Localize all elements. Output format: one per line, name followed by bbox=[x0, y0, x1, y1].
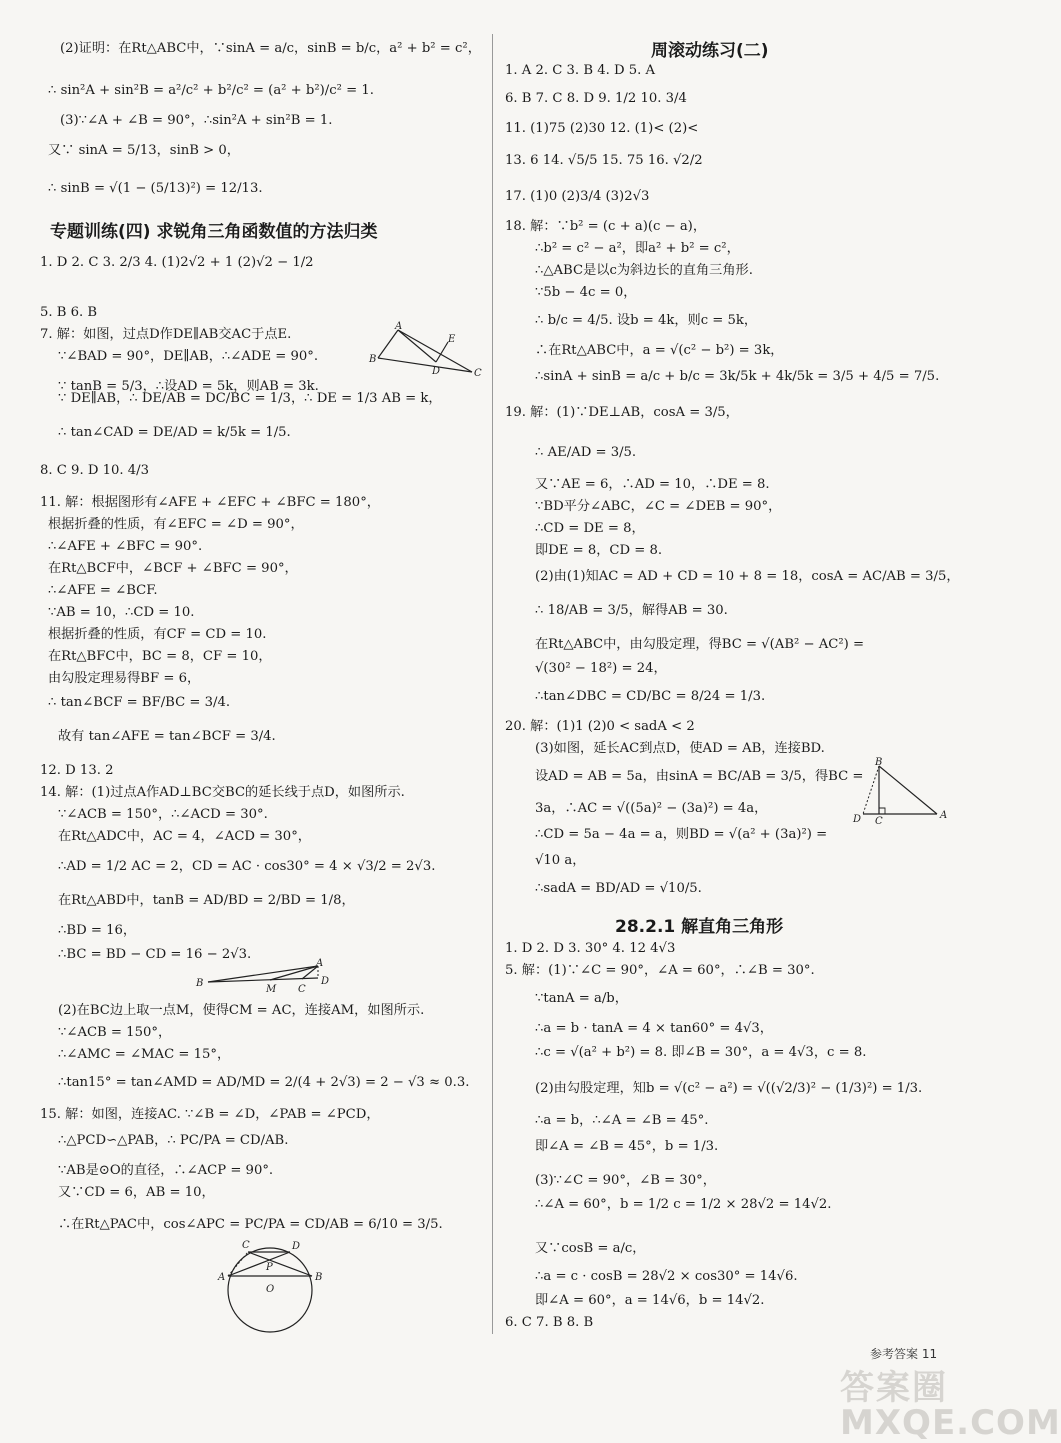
text-line: ∴BC = BD − CD = 16 − 2√3. bbox=[58, 947, 252, 962]
text-line: ∵ tanB = 5/3，∴设AD = 5k，则AB = 3k. bbox=[58, 379, 319, 394]
text-line: ∵5b − 4c = 0， bbox=[535, 285, 637, 300]
figure-label: E bbox=[448, 334, 456, 345]
text-line: ∴ 18/AB = 3/5，解得AB = 30. bbox=[535, 603, 728, 618]
text-line: 在Rt△ADC中，AC = 4，∠ACD = 30°， bbox=[58, 829, 311, 844]
text-line: ∴△PCD∽△PAB，∴ PC/PA = CD/AB. bbox=[58, 1133, 289, 1148]
text-line: (2)证明：在Rt△ABC中，∵sinA = a/c，sinB = b/c，a² + b² = c²， bbox=[60, 41, 481, 56]
figure-label: C bbox=[298, 984, 306, 995]
text-line: (2)在BC边上取一点M，使得CM = AC，连接AM，如图所示. bbox=[58, 1003, 425, 1018]
text-line: ∵∠ACB = 150°， bbox=[58, 1025, 172, 1040]
figure-label: A bbox=[218, 1272, 226, 1283]
text-line: ∴BD = 16， bbox=[58, 923, 137, 938]
figure-label: D bbox=[853, 814, 862, 825]
answer-line: 17. (1)0 (2)3/4 (3)2√3 bbox=[505, 189, 650, 204]
text-line: ∴c = √(a² + b²) = 8. 即∠B = 30°，a = 4√3，c = 8. bbox=[535, 1045, 867, 1060]
text-line: ∴tan15° = tan∠AMD = AD/MD = 2/(4 + 2√3) = 2 − √3 ≈ 0.3. bbox=[58, 1075, 470, 1090]
answer-line: 5. B 6. B bbox=[40, 305, 98, 320]
text-line: √10 a， bbox=[535, 853, 586, 868]
figure-label: O bbox=[266, 1284, 275, 1295]
figure-label: D bbox=[432, 366, 441, 377]
answer-line: 12. D 13. 2 bbox=[40, 763, 114, 778]
figure-label: D bbox=[321, 976, 330, 987]
figure-label: A bbox=[940, 810, 948, 821]
section-heading: 周滚动练习(二) bbox=[651, 41, 769, 61]
text-line: ∵∠BAD = 90°，DE∥AB，∴∠ADE = 90°. bbox=[58, 349, 319, 364]
figure-label: C bbox=[875, 816, 883, 827]
text-line: 18. 解：∵b² = (c + a)(c − a)， bbox=[505, 219, 707, 234]
text-line: ∴∠AFE = ∠BCF. bbox=[48, 583, 158, 598]
section-heading: 28.2.1 解直角三角形 bbox=[615, 917, 784, 937]
text-line: 在Rt△ABD中，tanB = AD/BD = 2/BD = 1/8， bbox=[58, 893, 355, 908]
text-line: ∴sinA + sinB = a/c + b/c = 3k/5k + 4k/5k = 3/5 + 4/5 = 7/5. bbox=[535, 369, 940, 384]
text-line: ∵AB = 10，∴CD = 10. bbox=[48, 605, 195, 620]
text-line: ∴a = b，∴∠A = ∠B = 45°. bbox=[535, 1113, 709, 1128]
text-line: 设AD = AB = 5a，由sinA = BC/AB = 3/5，得BC = bbox=[535, 769, 864, 784]
text-line: ∵BD平分∠ABC，∠C = ∠DEB = 90°， bbox=[535, 499, 782, 514]
answer-line: 1. D 2. D 3. 30° 4. 12 4√3 bbox=[505, 941, 676, 956]
figure-label: C bbox=[474, 368, 482, 379]
text-line: ∴ sin²A + sin²B = a²/c² + b²/c² = (a² + b²)/c² = 1. bbox=[48, 83, 374, 98]
text-line: ∴sadA = BD/AD = √10/5. bbox=[535, 881, 702, 896]
text-line: 在Rt△ABC中，由勾股定理，得BC = √(AB² − AC²) = bbox=[535, 637, 865, 652]
text-line: 由勾股定理易得BF = 6， bbox=[48, 671, 201, 686]
watermark-url: MXQE.COM bbox=[840, 1403, 1061, 1443]
figure-label: A bbox=[316, 958, 324, 969]
answer-line: 1. A 2. C 3. B 4. D 5. A bbox=[505, 63, 656, 78]
figure-label: B bbox=[315, 1272, 323, 1283]
section-heading: 专题训练(四) 求锐角三角函数值的方法归类 bbox=[50, 222, 378, 242]
text-line: ∴CD = 5a − 4a = a，则BD = √(a² + (3a)²) = bbox=[535, 827, 828, 842]
text-line: ∴AD = 1/2 AC = 2，CD = AC · cos30° = 4 × √3/2 = 2√3. bbox=[58, 859, 436, 874]
figure-label: M bbox=[266, 984, 277, 995]
figure-problem-7 bbox=[368, 321, 488, 379]
figure-label: C bbox=[242, 1240, 250, 1251]
text-line: 3a，∴AC = √((5a)² − (3a)²) = 4a， bbox=[535, 801, 768, 816]
watermark bbox=[840, 1360, 1061, 1443]
text-line: ∵AB是⊙O的直径，∴∠ACP = 90°. bbox=[58, 1163, 274, 1178]
text-line: 又∵ sinA = 5/13，sinB > 0， bbox=[48, 143, 240, 158]
figure-label: P bbox=[266, 1262, 273, 1273]
figure-label: B bbox=[369, 354, 377, 365]
text-line: √(30² − 18²) = 24， bbox=[535, 661, 667, 676]
text-line: (3)∵∠C = 90°，∠B = 30°， bbox=[535, 1173, 716, 1188]
watermark-text: 答案圈 bbox=[840, 1368, 948, 1408]
text-line: ∴CD = DE = 8， bbox=[535, 521, 645, 536]
text-line: 在Rt△BCF中，∠BCF + ∠BFC = 90°， bbox=[48, 561, 298, 576]
column-divider bbox=[492, 34, 493, 1334]
text-line: ∴ AE/AD = 3/5. bbox=[535, 445, 637, 460]
text-line: 即∠A = 60°，a = 14√6，b = 14√2. bbox=[535, 1293, 765, 1308]
text-line: 又∵AE = 6，∴AD = 10，∴DE = 8. bbox=[535, 477, 770, 492]
text-line: 根据折叠的性质，有∠EFC = ∠D = 90°， bbox=[48, 517, 304, 532]
text-line: 故有 tan∠AFE = tan∠BCF = 3/4. bbox=[58, 729, 276, 744]
text-line: ∴在Rt△PAC中，cos∠APC = PC/PA = CD/AB = 6/10 = 3/5. bbox=[58, 1217, 443, 1232]
answer-line: 8. C 9. D 10. 4/3 bbox=[40, 463, 149, 478]
text-line: ∴ sinB = √(1 − (5/13)²) = 12/13. bbox=[48, 181, 263, 196]
page-number: 参考答案 11 bbox=[870, 1347, 938, 1361]
text-line: 在Rt△BFC中，BC = 8，CF = 10， bbox=[48, 649, 272, 664]
text-line: 14. 解：(1)过点A作AD⊥BC交BC的延长线于点D，如图所示. bbox=[40, 785, 405, 800]
text-line: 根据折叠的性质，有CF = CD = 10. bbox=[48, 627, 267, 642]
figure-label: A bbox=[395, 321, 403, 332]
answer-line: 13. 6 14. √5/5 15. 75 16. √2/2 bbox=[505, 153, 703, 168]
answer-line: 11. (1)75 (2)30 12. (1)< (2)< bbox=[505, 121, 699, 136]
text-line: ∴ tan∠CAD = DE/AD = k/5k = 1/5. bbox=[58, 425, 291, 440]
text-line: 又∵cosB = a/c， bbox=[535, 1241, 646, 1256]
text-line: ∴ tan∠BCF = BF/BC = 3/4. bbox=[48, 695, 231, 710]
text-line: ∵∠ACB = 150°，∴∠ACD = 30°. bbox=[58, 807, 268, 822]
text-line: 15. 解：如图，连接AC. ∵∠B = ∠D，∠PAB = ∠PCD， bbox=[40, 1107, 380, 1122]
answer-line: 1. D 2. C 3. 2/3 4. (1)2√2 + 1 (2)√2 − 1/2 bbox=[40, 255, 314, 270]
figure-label: D bbox=[292, 1241, 301, 1252]
text-line: ∴∠A = 60°，b = 1/2 c = 1/2 × 28√2 = 14√2. bbox=[535, 1197, 832, 1212]
figure-problem-20 bbox=[845, 756, 955, 828]
text-line: 即DE = 8，CD = 8. bbox=[535, 543, 663, 558]
text-line: (2)由(1)知AC = AD + CD = 10 + 8 = 18，cosA = AC/AB = 3/5， bbox=[535, 569, 960, 584]
text-line: ∴∠AFE + ∠BFC = 90°. bbox=[48, 539, 203, 554]
text-line: ∵ DE∥AB，∴ DE/AB = DC/BC = 1/3，∴ DE = 1/3 AB = k， bbox=[58, 391, 442, 406]
text-line: 11. 解：根据图形有∠AFE + ∠EFC + ∠BFC = 180°， bbox=[40, 495, 380, 510]
figure-problem-15 bbox=[218, 1234, 328, 1342]
text-line: (2)由勾股定理，知b = √(c² − a²) = √((√2/3)² − (1/3)²) = 1/3. bbox=[535, 1081, 923, 1096]
text-line: ∵tanA = a/b， bbox=[535, 991, 628, 1006]
text-line: 5. 解：(1)∵∠C = 90°，∠A = 60°，∴∠B = 30°. bbox=[505, 963, 815, 978]
text-line: 即∠A = ∠B = 45°，b = 1/3. bbox=[535, 1139, 719, 1154]
text-line: (3)如图，延长AC到点D，使AD = AB，连接BD. bbox=[535, 741, 825, 756]
text-line: 20. 解：(1)1 (2)0 < sadA < 2 bbox=[505, 719, 695, 734]
text-line: (3)∵∠A + ∠B = 90°，∴sin²A + sin²B = 1. bbox=[60, 113, 333, 128]
figure-label: B bbox=[875, 757, 883, 768]
text-line: ∴△ABC是以c为斜边长的直角三角形. bbox=[535, 263, 753, 278]
text-line: ∴在Rt△ABC中，a = √(c² − b²) = 3k， bbox=[535, 343, 784, 358]
figure-problem-14 bbox=[190, 960, 340, 996]
text-line: ∴b² = c² − a²，即a² + b² = c²， bbox=[535, 241, 740, 256]
figure-label: B bbox=[196, 978, 204, 989]
text-line: ∴tan∠DBC = CD/BC = 8/24 = 1/3. bbox=[535, 689, 766, 704]
text-line: 19. 解：(1)∵DE⊥AB，cosA = 3/5， bbox=[505, 405, 739, 420]
text-line: ∴a = c · cosB = 28√2 × cos30° = 14√6. bbox=[535, 1269, 798, 1284]
text-line: ∴a = b · tanA = 4 × tan60° = 4√3， bbox=[535, 1021, 773, 1036]
text-line: 又∵CD = 6，AB = 10， bbox=[58, 1185, 215, 1200]
answer-line: 6. B 7. C 8. D 9. 1/2 10. 3/4 bbox=[505, 91, 687, 106]
answer-line: 6. C 7. B 8. B bbox=[505, 1315, 594, 1330]
text-line: 7. 解：如图，过点D作DE∥AB交AC于点E. bbox=[40, 327, 292, 342]
text-line: ∴ b/c = 4/5. 设b = 4k，则c = 5k， bbox=[535, 313, 758, 328]
text-line: ∴∠AMC = ∠MAC = 15°， bbox=[58, 1047, 231, 1062]
